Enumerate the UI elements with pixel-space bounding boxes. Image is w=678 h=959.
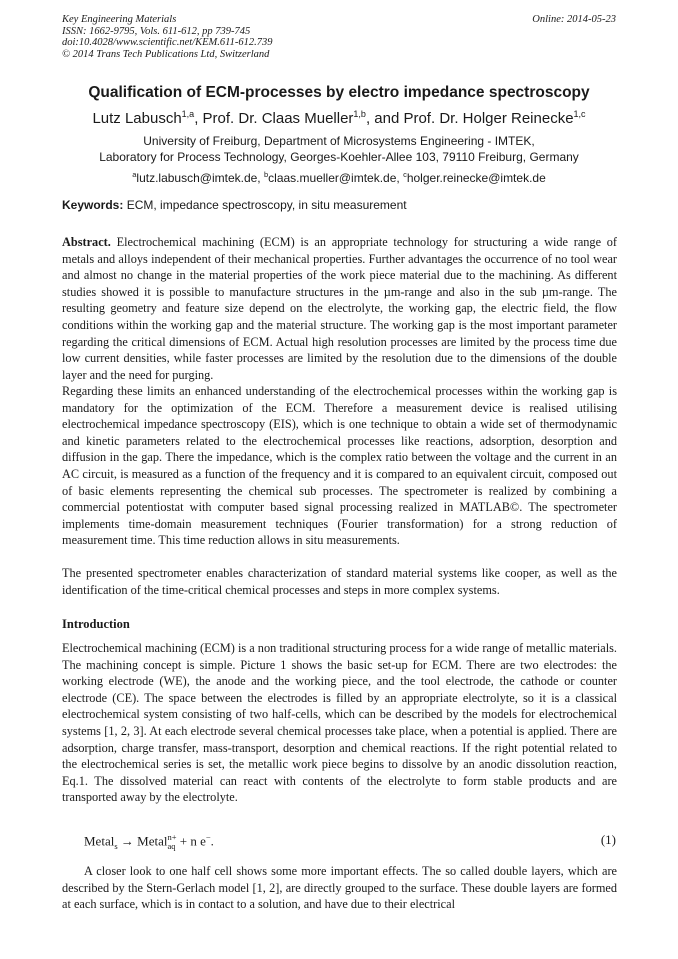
author-2-affil: 1,b: [353, 109, 366, 119]
abstract-p1-text: Electrochemical machining (ECM) is an appropriate technology for structuring a wide range of metals and alloys independent of their mechanical properties. Further advantages the occurrence of no tool wear and almost no change in the material properties of the work piece material due to the machining. As different studies showed it is possible to manufacture structures in the µm-range and also in the sub µm-range. The resulting geometry and feature size depend on the electrolyte, the working gap, the electric field, the flow conditions within the working gap and the material structure. The working gap is the most important parameter regarding the critical dimensions of ECM. Actual high resolution processes are limited by the process time due low current densities, while faster processes are limited by the resolution due to the dimensions of the double layer and the need for purging.: [62, 235, 618, 382]
section-heading-introduction: Introduction: [62, 617, 130, 631]
abstract-paragraph-3: The presented spectrometer enables characterization of standard material systems like cooper, as well as the identification of the time-critical chemical processes and steps in more complex systems.: [62, 566, 617, 597]
eq-metal: Metal: [84, 833, 115, 849]
abstract-paragraph-2: Regarding these limits an enhanced understanding of the electrochemical processes within the working gap is mandatory for the optimization of the ECM. Therefore a measurement device is realised utilising electrochemical impedance spectroscopy (EIS), which is one technique to obtain a wide set of thermodynamic and kinetic parameters related to the electrochemical processes like reactions, adsorption, desorption and diffusion in the gap. There the impedance, which is the complex ratio between the voltage and the current in an AC circuit, is measured as a function of the frequency and it is compared to an equivalent circuit, composed out of basic elements representing the chemical sub processes. The spectrometer is realized by combining a commercial potentiostat with computer based signal processing realized in MATLAB©. The spectrometer implements time-domain measurement techniques (Fourier transformation) for a strong reduction of measurement time. This time reduction allows in situ measurements.: [62, 384, 617, 548]
eq-sup-minus: −: [205, 832, 211, 842]
email-b-marker: b: [264, 170, 269, 179]
author-1-affil: 1,a: [181, 109, 195, 119]
eq-dot: .: [210, 833, 214, 849]
keywords: [62, 198, 407, 212]
author-3: Prof. Dr. Holger Reinecke: [403, 110, 574, 127]
copyright-line: © 2014 Trans Tech Publications Ltd, Switzerland: [62, 48, 270, 60]
paper-title: Qualification of ECM-processes by electro impedance spectroscopy: [88, 84, 590, 101]
author-list: Lutz Labusch$^{1,a}$, Prof. Dr. Claas Mueller$^{1,b}$, and Prof. Dr. Holger Reinecke$^{1,c}$: [92, 109, 586, 127]
abstract-label: Abstract.: [62, 235, 111, 249]
eq-sub-aq: aq: [167, 841, 176, 852]
email-b: claas.mueller@imtek.de,: [268, 171, 400, 185]
abstract-paragraph-1: [62, 234, 617, 383]
journal-name: Key Engineering Materials: [62, 14, 177, 25]
eq-sub-s: s: [114, 840, 118, 851]
author-3-affil: 1,c: [573, 109, 586, 119]
eq-sup-n: n+: [167, 832, 177, 843]
keywords-label: Keywords:: [62, 198, 124, 212]
keywords-text: ECM, impedance spectroscopy, in situ measurement: [126, 198, 407, 212]
email-a: lutz.labusch@imtek.de,: [136, 171, 261, 185]
email-c: holger.reinecke@imtek.de: [406, 171, 546, 185]
author-2: Prof. Dr. Claas Mueller: [202, 110, 354, 127]
email-c-marker: c: [403, 170, 407, 179]
equation-number: (1): [600, 832, 616, 847]
introduction-paragraph-2: A closer look to one half cell shows some more important effects. The so called double layers, which are described by the Stern-Gerlach model [1, 2], are directly grouped to the surface. These double layers are formed at each surface, which is in contact to a solution, and have due to their electrical: [62, 864, 617, 912]
doi-line: doi:10.4028/www.scientific.net/KEM.611-612.739: [62, 37, 273, 48]
affiliation-line-1: University of Freiburg, Department of Microsystems Engineering - IMTEK,: [143, 134, 535, 148]
issn-line: ISSN: 1662-9795, Vols. 611-612, pp 739-745: [62, 25, 251, 37]
online-date: Online: 2014-05-23: [532, 14, 616, 25]
eq-metal-ion: Metal: [137, 833, 168, 849]
eq-arrow: →: [120, 833, 134, 849]
email-a-marker: a: [132, 170, 137, 179]
affiliation-line-2: Laboratory for Process Technology, Georges-Koehler-Allee 103, 79110 Freiburg, Germany: [99, 150, 579, 164]
author-1: Lutz Labusch: [92, 110, 182, 127]
equation-1: [84, 832, 618, 851]
eq-electrons: + n e: [179, 833, 206, 849]
email-list: [0, 170, 678, 185]
introduction-paragraph-1: Electrochemical machining (ECM) is a non traditional structuring process for a wide range of metallic materials. The machining concept is simple. Picture 1 shows the basic set-up for ECM. There are two electrodes: the working electrode (WE), the anode and the working piece, and the tool electrode, the cathode or counter electrode (CE). The space between the electrodes is filled by an appropriate electrolyte, so it is a classical electrochemical system consisting of two half-cells, which can be described by the models for electrochemical systems [1, 2, 3]. At each electrode several chemical processes take place, when a potential is applied. There are adsorption, charge transfer, mass-transport, desorption and chemical reactions. If the right potential related to the electrochemical series is set, the metallic work piece begins to dissolve by an anodic dissolution reaction, Eq.1. The dissolved material can react with contents of the electrolyte to form stable products and are transported away by the electrolyte.: [62, 641, 617, 805]
author-separator: , and: [365, 110, 404, 127]
journal-header: [62, 14, 618, 60]
